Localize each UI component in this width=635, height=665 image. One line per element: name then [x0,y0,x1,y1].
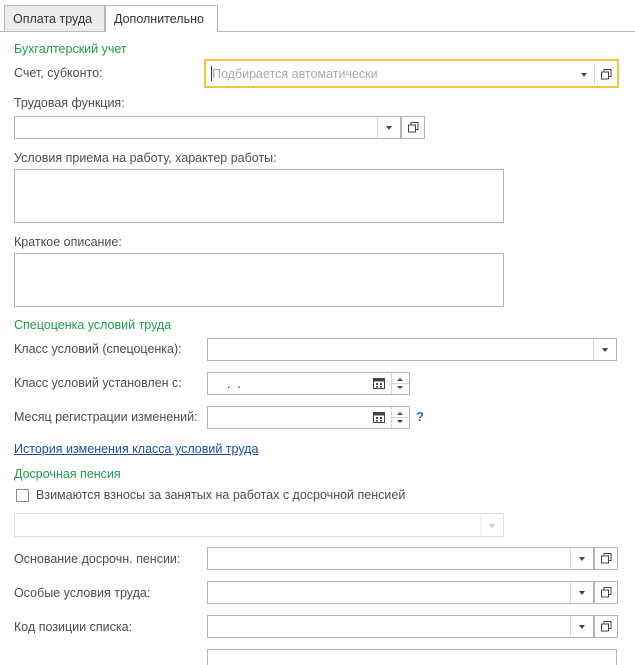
early-pension-disabled-field [14,513,504,537]
chevron-down-icon[interactable] [570,582,593,603]
calendar-icon[interactable] [373,411,385,423]
special-conditions-field[interactable] [207,581,594,604]
tab-bar-divider [0,31,635,32]
account-label: Счет, субконто: [14,66,103,80]
list-code-field[interactable] [207,615,594,638]
established-date-value: . . [220,377,241,391]
account-placeholder: Подбирается автоматически [212,67,378,81]
chevron-down-icon[interactable] [570,548,593,569]
tab-additional[interactable]: Дополнительно [105,5,218,32]
account-field[interactable] [204,59,619,88]
pension-basis-label: Основание досрочн. пенсии: [14,552,181,566]
open-form-icon[interactable] [401,116,425,139]
list-code-label: Код позиции списка: [14,620,133,634]
special-conditions-label: Особые условия труда: [14,586,151,600]
tab-bar [0,0,635,32]
text-caret [211,66,212,81]
class-conditions-label: Класс условий (спецоценка): [14,342,182,356]
accounting-group-title: Бухгалтерский учет [14,42,127,56]
short-desc-label: Краткое описание: [14,235,122,249]
open-form-icon[interactable] [594,64,617,85]
labor-function-label: Трудовая функция: [14,96,125,110]
month-registration-label: Месяц регистрации изменений: [14,410,198,424]
early-pension-checkbox[interactable] [16,489,29,502]
established-date-field[interactable] [207,372,410,395]
tab-payment[interactable]: Оплата труда [4,5,105,31]
calendar-icon[interactable] [373,377,385,389]
early-pension-checkbox-label[interactable]: Взимаются взносы за занятых на работах с досрочной пенсией [36,488,406,502]
month-registration-field[interactable] [207,406,410,429]
class-conditions-field[interactable] [207,338,617,361]
short-desc-textarea[interactable] [14,253,504,307]
history-link[interactable]: История изменения класса условий труда [14,442,259,456]
open-form-icon[interactable] [594,581,618,604]
chevron-down-icon [480,515,503,536]
pension-basis-field[interactable] [207,547,594,570]
spinner-icon[interactable] [391,373,409,394]
chevron-down-icon[interactable] [570,616,593,637]
established-label: Класс условий установлен с: [14,376,182,390]
open-form-icon[interactable] [594,615,618,638]
spinner-icon[interactable] [391,407,409,428]
next-field-partial[interactable] [207,649,617,665]
special-assessment-group-title: Спецоценка условий труда [14,318,172,332]
chevron-down-icon[interactable] [573,64,595,85]
early-pension-group-title: Досрочная пенсия [14,467,121,481]
help-icon[interactable]: ? [416,409,424,424]
open-form-icon[interactable] [594,547,618,570]
chevron-down-icon[interactable] [377,117,400,138]
chevron-down-icon[interactable] [593,339,616,360]
conditions-textarea[interactable] [14,169,504,223]
labor-function-field[interactable] [14,116,401,139]
conditions-label: Условия приема на работу, характер работы: [14,151,277,165]
